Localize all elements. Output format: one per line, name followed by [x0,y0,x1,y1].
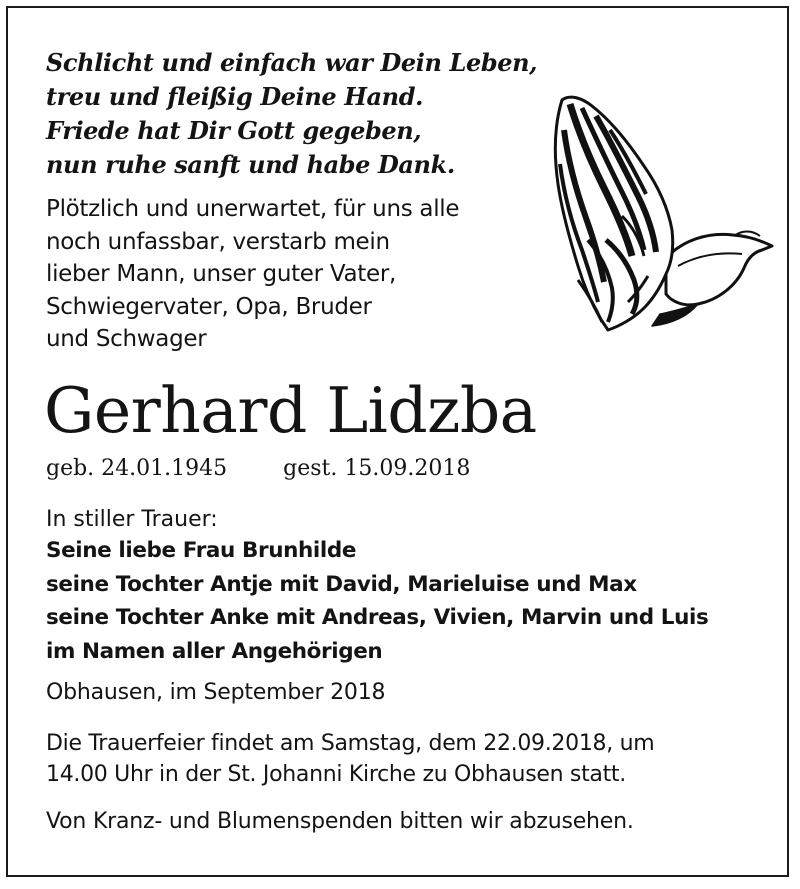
service-line: Die Trauerfeier findet am Samstag, dem 22.09.2018, um [46,731,655,756]
intro-line: Schwiegervater, Opa, Bruder [46,293,372,320]
praying-hands-dove-icon [548,90,780,340]
life-dates [46,452,470,486]
poem-line: treu und fleißig Deine Hand. [46,82,424,111]
mourners-list [46,534,708,668]
death-announcement-text [46,193,459,356]
mourner-line: Seine liebe Frau Brunhilde [46,538,357,563]
poem-line: Schlicht und einfach war Dein Leben, [46,48,538,77]
poem-line: nun ruhe sanft und habe Dank. [46,150,455,179]
mourner-line: seine Tochter Antje mit David, Marieluise und Max [46,571,637,597]
intro-line: und Schwager [46,326,207,352]
deceased-name: Gerhard Lidzba [44,374,537,447]
intro-line: noch unfassbar, verstarb mein [46,228,390,255]
intro-line: lieber Mann, unser guter Vater, [46,261,397,287]
intro-line: Plötzlich und unerwartet, für uns alle [46,196,460,222]
death-date: gest. 15.09.2018 [283,456,471,481]
place-and-date: Obhausen, im September 2018 [46,680,386,705]
mourners-heading: In stiller Trauer: [46,507,218,532]
flower-donation-note: Von Kranz- und Blumenspenden bitten wir abzusehen. [46,809,634,834]
birth-date: geb. 24.01.1945 [46,456,228,481]
funeral-service-info [46,728,654,790]
memorial-poem [46,46,537,182]
mourner-line: im Namen aller Angehörigen [46,638,383,664]
service-line: 14.00 Uhr in der St. Johanni Kirche zu Obhausen statt. [46,762,626,787]
mourner-line: seine Tochter Anke mit Andreas, Vivien, Marvin und Luis [46,605,709,630]
poem-line: Friede hat Dir Gott gegeben, [46,116,422,145]
